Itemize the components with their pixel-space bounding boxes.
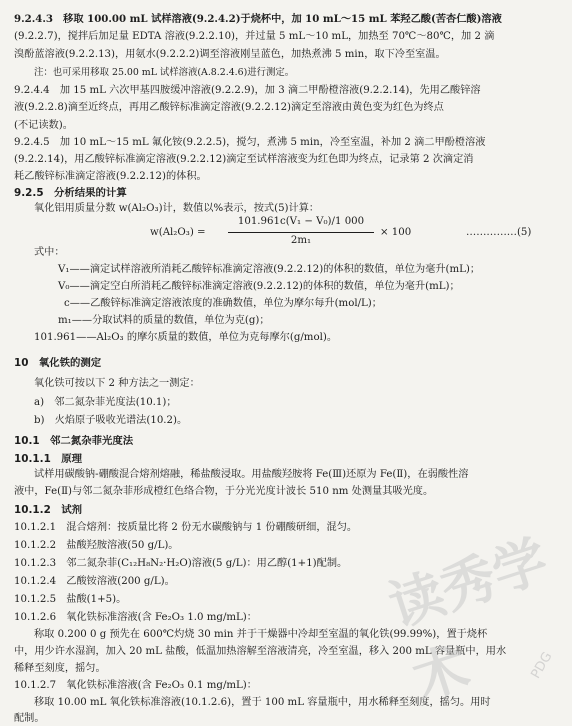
formula-lhs: w(Al₂O₃) =: [150, 227, 206, 238]
text-line: 9.2.4.5 加 10 mL～15 mL 氟化铵(9.2.2.5)，搅匀，煮沸 5 min，冷至室温，补加 2 滴二甲酚橙溶液: [14, 137, 486, 148]
text-line: 式中：: [34, 247, 65, 258]
text-line: 耗乙酸锌标准滴定溶液(9.2.2.12)的体积。: [14, 171, 207, 182]
definition-line: m₁——分取试料的质量的数值，单位为克(g)；: [58, 315, 270, 326]
watermark-text: 读秀学术: [381, 527, 556, 712]
text-line: (不记读数)。: [14, 120, 73, 131]
text-line: (9.2.2.7)，搅拌后加足量 EDTA 溶液(9.2.2.10)，并过量 5 mL～10 mL，加热至 70℃～80℃，加 2 滴: [14, 31, 495, 42]
formula-multiplier: × 100: [380, 227, 412, 238]
text-line: 10.1.2.3 邻二氮杂菲(C₁₂H₈N₂·H₂O)溶液(5 g/L)：用乙醇(1+1)配制。: [14, 558, 348, 569]
definition-line: c——乙酸锌标准滴定溶液浓度的准确数值，单位为摩尔每升(mol/L)；: [64, 298, 382, 309]
text-line: 10.1.2.2 盐酸羟胺溶液(50 g/L)。: [14, 540, 179, 551]
text-line: 液(9.2.2.8)滴至近终点，再用乙酸锌标准滴定溶液(9.2.2.12)滴定至溶液由黄色变为红色为终点: [14, 102, 444, 113]
text-line: 配制。: [14, 713, 45, 724]
text-line: 9.2.4.4 加 15 mL 六次甲基四胺缓冲溶液(9.2.2.9)，加 3 滴二甲酚橙溶液(9.2.2.14)，先用乙酸锌溶: [14, 85, 481, 96]
watermark-pdg: PDG: [528, 649, 556, 682]
text-line: 10.1.2.6 氧化铁标准溶液(含 Fe₂O₃ 1.0 mg/mL)：: [14, 612, 257, 623]
note-line: 注：也可采用移取 25.00 mL 试样溶液(A.8.2.4.6)进行测定。: [34, 67, 295, 78]
text-line: 溴酚蓝溶液(9.2.2.13)，用氨水(9.2.2.2)调至溶液刚呈蓝色，加热煮沸 5 min，取下冷至室温。: [14, 49, 446, 60]
definition-line: 101.961——Al₂O₃ 的摩尔质量的数值，单位为克每摩尔(g/mol)。: [34, 332, 338, 343]
text-line: 9.2.4.3 移取 100.00 mL 试样溶液(9.2.4.2)于烧杯中，加 10 mL～15 mL 苯羟乙酸(苦杏仁酸)溶液: [14, 13, 502, 25]
list-item: b) 火焰原子吸收光谱法(10.2)。: [34, 415, 188, 426]
definition-line: V₀——滴定空白所消耗乙酸锌标准滴定溶液(9.2.2.12)的体积的数值，单位为毫升(mL)；: [58, 281, 460, 292]
section-heading: 9.2.5 分析结果的计算: [14, 187, 127, 199]
text-line: 中，用少许水湿润，加入 20 mL 盐酸，低温加热溶解至溶液清亮，冷至室温，移入 200 mL 容量瓶中，用水: [14, 646, 507, 657]
definition-line: V₁——滴定试样溶液所消耗乙酸锌标准滴定溶液(9.2.2.12)的体积的数值，单位为毫升(mL)；: [58, 264, 481, 275]
text-line: 试样用碳酸钠-硼酸混合熔剂熔融，稀盐酸浸取。用盐酸羟胺将 Fe(Ⅲ)还原为 Fe(Ⅱ)，在弱酸性溶: [34, 469, 469, 480]
text-line: 稀释至刻度，摇匀。: [14, 663, 106, 674]
text-line: 液中，Fe(Ⅱ)与邻二氮杂菲形成橙红色络合物，于分光光度计波长 510 nm 处测量其吸光度。: [14, 486, 434, 497]
text-line: (9.2.2.14)，用乙酸锌标准滴定溶液(9.2.2.12)滴定至试样溶液变为红色即为终点，记录第 2 次滴定消: [14, 154, 474, 165]
text-line: 10.1.2.7 氧化铁标准溶液(含 Fe₂O₃ 0.1 mg/mL)：: [14, 680, 257, 691]
text-line: 10.1.2.4 乙酸铵溶液(200 g/L)。: [14, 576, 175, 587]
text-line: 移取 10.00 mL 氧化铁标准溶液(10.1.2.6)，置于 100 mL 容量瓶中，用水稀释至刻度，摇匀。用时: [34, 697, 491, 708]
formula-numerator: 101.961c(V₁ − V₀)/1 000: [237, 216, 365, 227]
section-heading: 10.1.1 原理: [14, 453, 82, 465]
text-line: 称取 0.200 0 g 预先在 600℃灼烧 30 min 并于干燥器中冷却至室温的氧化铁(99.99%)，置于烧杯: [34, 629, 488, 640]
text-line: 氧化铁可按以下 2 种方法之一测定：: [34, 378, 200, 389]
formula-number: ……………(5): [466, 227, 532, 238]
text-line: 10.1.2.5 盐酸(1+5)。: [14, 594, 127, 605]
text-line: 氧化铝用质量分数 w(Al₂O₃)计，数值以%表示，按式(5)计算：: [34, 203, 320, 214]
section-heading: 10.1 邻二氮杂菲光度法: [14, 435, 134, 447]
formula-denominator: 2m₁: [290, 235, 312, 246]
section-heading: 10 氧化铁的测定: [14, 357, 102, 369]
text-line: 10.1.2.1 混合熔剂：按质量比将 2 份无水碳酸钠与 1 份硼酸研细，混匀。: [14, 522, 358, 533]
fraction-bar: [228, 232, 374, 233]
list-item: a) 邻二氮杂菲光度法(10.1)；: [34, 397, 177, 408]
section-heading: 10.1.2 试剂: [14, 504, 82, 516]
